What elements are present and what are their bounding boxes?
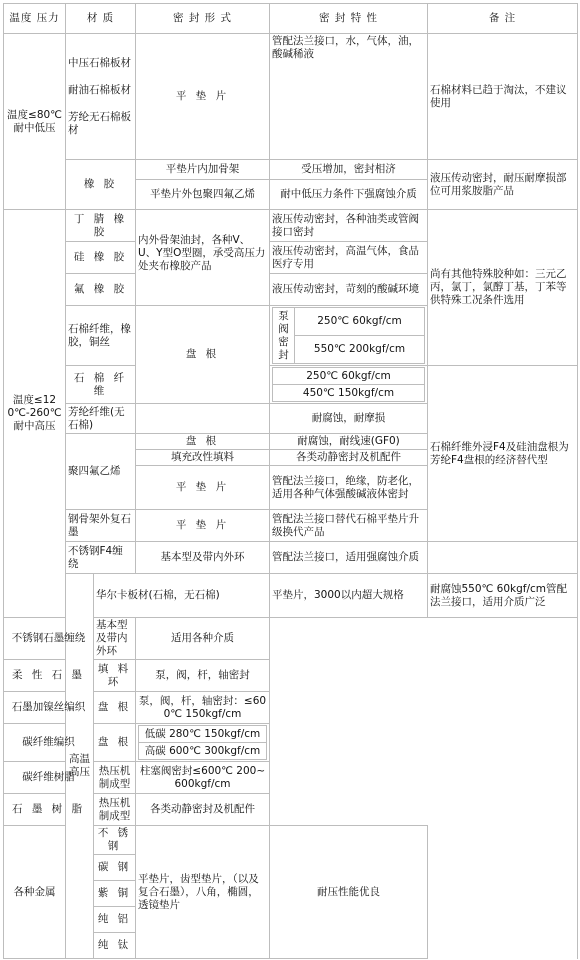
spec-value: 低碳 280℃ 150kgf/cm (139, 726, 267, 743)
material-cell (66, 34, 136, 160)
material-item: 芳纶无石棉板材 (68, 110, 131, 136)
seal-property-cell: 管配法兰接口，绝缘，防老化，适用各种气体强酸碱液体密封 (270, 466, 428, 510)
table-row (4, 692, 578, 724)
valve-seal-label: 泵阀密封 (273, 308, 295, 364)
seal-form-cell: 填充改性填料 (136, 450, 270, 466)
material-cell: 石 墨 树 脂 (4, 794, 94, 826)
metal-item: 纯 铝 (94, 907, 136, 933)
remark-cell: 液压传动密封，耐压耐摩损部位可用浆胺脂产品 (428, 160, 578, 210)
material-cell: 华尔卡板材(石棉，无石棉) (94, 574, 270, 618)
seal-property-cell: 管配法兰接口，水，气体，油，酸碱稀液 (270, 34, 428, 160)
seal-property-cell: 柱塞阀密封≤600℃ 200~600kgf/cm (136, 762, 270, 794)
valve-seal-subtable (272, 307, 425, 364)
material-cell: 柔 性 石 墨 (4, 660, 94, 692)
material-cell: 聚四氟乙烯 (66, 434, 136, 510)
spec-value: 450℃ 150kgf/cm (273, 385, 425, 402)
group-mid: 温度≤120℃-260℃ 耐中高压 (4, 210, 66, 618)
seal-form-cell: 热压机制成型 (94, 794, 136, 826)
seal-property-cell: 泵，阀，杆，轴密封 (136, 660, 270, 692)
material-cell: 石 棉 纤 维 (66, 366, 136, 404)
seal-form-cell: 盘 根 (94, 692, 136, 724)
seal-property-cell: 耐压性能优良 (270, 826, 428, 959)
seal-property-cell: 各类动静密封及机配件 (270, 450, 428, 466)
group-high: 高温高压 (66, 574, 94, 959)
metal-item: 紫 铜 (94, 881, 136, 907)
material-cell: 碳纤维编织 (4, 724, 94, 762)
seal-form-cell: 盘 根 (136, 434, 270, 450)
remark-cell: 石棉纤维外浸F4及硅油盘根为芳纶F4盘根的经济替代型 (428, 366, 578, 542)
table-row (4, 574, 578, 618)
remark-cell: 石棉材料已趋于淘汰，不建议使用 (428, 34, 578, 160)
seal-property-cell: 耐腐蚀，耐线速(GF0) (270, 434, 428, 450)
seal-form-cell: 平垫片，齿型垫片，（以及复合石墨），八角，椭圆，透镜垫片 (136, 826, 270, 959)
seal-property-cell: 适用各种介质 (136, 618, 270, 660)
material-cell: 芳纶纤维(无石棉) (66, 404, 136, 434)
material-cell: 石墨加镍丝编织 (4, 692, 94, 724)
spec-value: 高碳 600℃ 300kgf/cm (139, 743, 267, 760)
seal-property-cell: 液压传动密封，高温气体，食品医疗专用 (270, 242, 428, 274)
table-row (4, 366, 578, 404)
material-cell: 丁 腈 橡 胶 (66, 210, 136, 242)
seal-form-cell: 平垫片外包聚四氟乙烯 (136, 180, 270, 210)
spec-value: 250℃ 60kgf/cm (295, 308, 425, 336)
seal-form-cell: 热压机制成型 (94, 762, 136, 794)
remark-cell: 尚有其他特殊胶种如：三元乙丙，氯丁，氯醇丁基，丁苯等供特殊工况条件选用 (428, 210, 578, 366)
metal-item: 纯 钛 (94, 933, 136, 959)
spec-value: 250℃ 60kgf/cm (273, 368, 425, 385)
seal-property-cell: 耐中低压力条件下强腐蚀介质 (270, 180, 428, 210)
seal-form-cell: 填 料 环 (94, 660, 136, 692)
seal-property-cell: 各类动静密封及机配件 (136, 794, 270, 826)
seal-form-cell: 平 垫 片 (136, 34, 270, 160)
material-item: 中压石棉板材 (68, 56, 131, 69)
seal-form-cell (136, 404, 270, 434)
table-row (4, 542, 578, 574)
material-cell: 硅 橡 胶 (66, 242, 136, 274)
metal-item: 不 锈 钢 (94, 826, 136, 855)
header-material: 材 质 (66, 4, 136, 34)
header-remark: 备 注 (428, 4, 578, 34)
valve-seal-cell (270, 306, 428, 366)
metal-item: 碳 钢 (94, 855, 136, 881)
remark-cell (428, 542, 578, 574)
seal-form-cell: 基本型及带内外环 (136, 542, 270, 574)
seal-property-cell (136, 724, 270, 762)
seal-property-cell: 受压增加，密封相济 (270, 160, 428, 180)
material-item: 耐油石棉板材 (68, 83, 131, 96)
seal-property-cell: 液压传动密封，苛刻的酸碱环境 (270, 274, 428, 306)
header-temp-pressure: 温度 压力 (4, 4, 66, 34)
spec-value: 550℃ 200kgf/cm (295, 336, 425, 364)
material-cell: 橡 胶 (66, 160, 136, 210)
seal-property-cell: 管配法兰接口，适用强腐蚀介质 (270, 542, 428, 574)
seal-property-cell: 泵，阀，杆，轴密封：≤600℃ 150kgf/cm (136, 692, 270, 724)
seal-form-cell: 平垫片，3000以内超大规格 (270, 574, 428, 618)
seal-form-cell: 平垫片内加骨架 (136, 160, 270, 180)
table-row (4, 34, 578, 160)
metal-group-label: 各种金属 (4, 826, 66, 959)
seal-property-cell: 耐腐蚀550℃ 60kgf/cm管配法兰接口，适用介质广泛 (428, 574, 578, 618)
seal-property-cell: 管配法兰接口替代石棉平垫片升级换代产品 (270, 510, 428, 542)
seal-form-cell: 内外骨架油封，各种V、U、Y型O型圈，承受高压力处夹布橡胶产品 (136, 210, 270, 306)
seal-form-cell: 基本型及带内外环 (94, 618, 136, 660)
seal-material-table (3, 3, 578, 959)
seal-property-cell: 液压传动密封，各种油类或管阀接口密封 (270, 210, 428, 242)
spec-cell (270, 366, 428, 404)
material-cell: 不锈钢石墨缠绕 (4, 618, 94, 660)
header-seal-property: 密 封 特 性 (270, 4, 428, 34)
table-row (4, 160, 578, 180)
material-cell: 钢骨架外复石墨 (66, 510, 136, 542)
table-row (4, 794, 578, 826)
seal-property-cell: 耐腐蚀，耐摩损 (270, 404, 428, 434)
group-low: 温度≤80℃ 耐中低压 (4, 34, 66, 210)
seal-form-cell: 盘 根 (136, 306, 270, 404)
table-row (4, 618, 578, 660)
material-cell: 不锈钢F4缠绕 (66, 542, 136, 574)
table-row (4, 660, 578, 692)
seal-form-cell: 平 垫 片 (136, 466, 270, 510)
material-cell: 碳纤维树脂 (4, 762, 94, 794)
seal-form-cell: 盘 根 (94, 724, 136, 762)
table-row (4, 210, 578, 242)
seal-form-cell: 平 垫 片 (136, 510, 270, 542)
header-seal-form: 密 封 形 式 (136, 4, 270, 34)
material-cell: 氟 橡 胶 (66, 274, 136, 306)
header-row (4, 4, 578, 34)
material-cell: 石棉纤维，橡胶，铜丝 (66, 306, 136, 366)
